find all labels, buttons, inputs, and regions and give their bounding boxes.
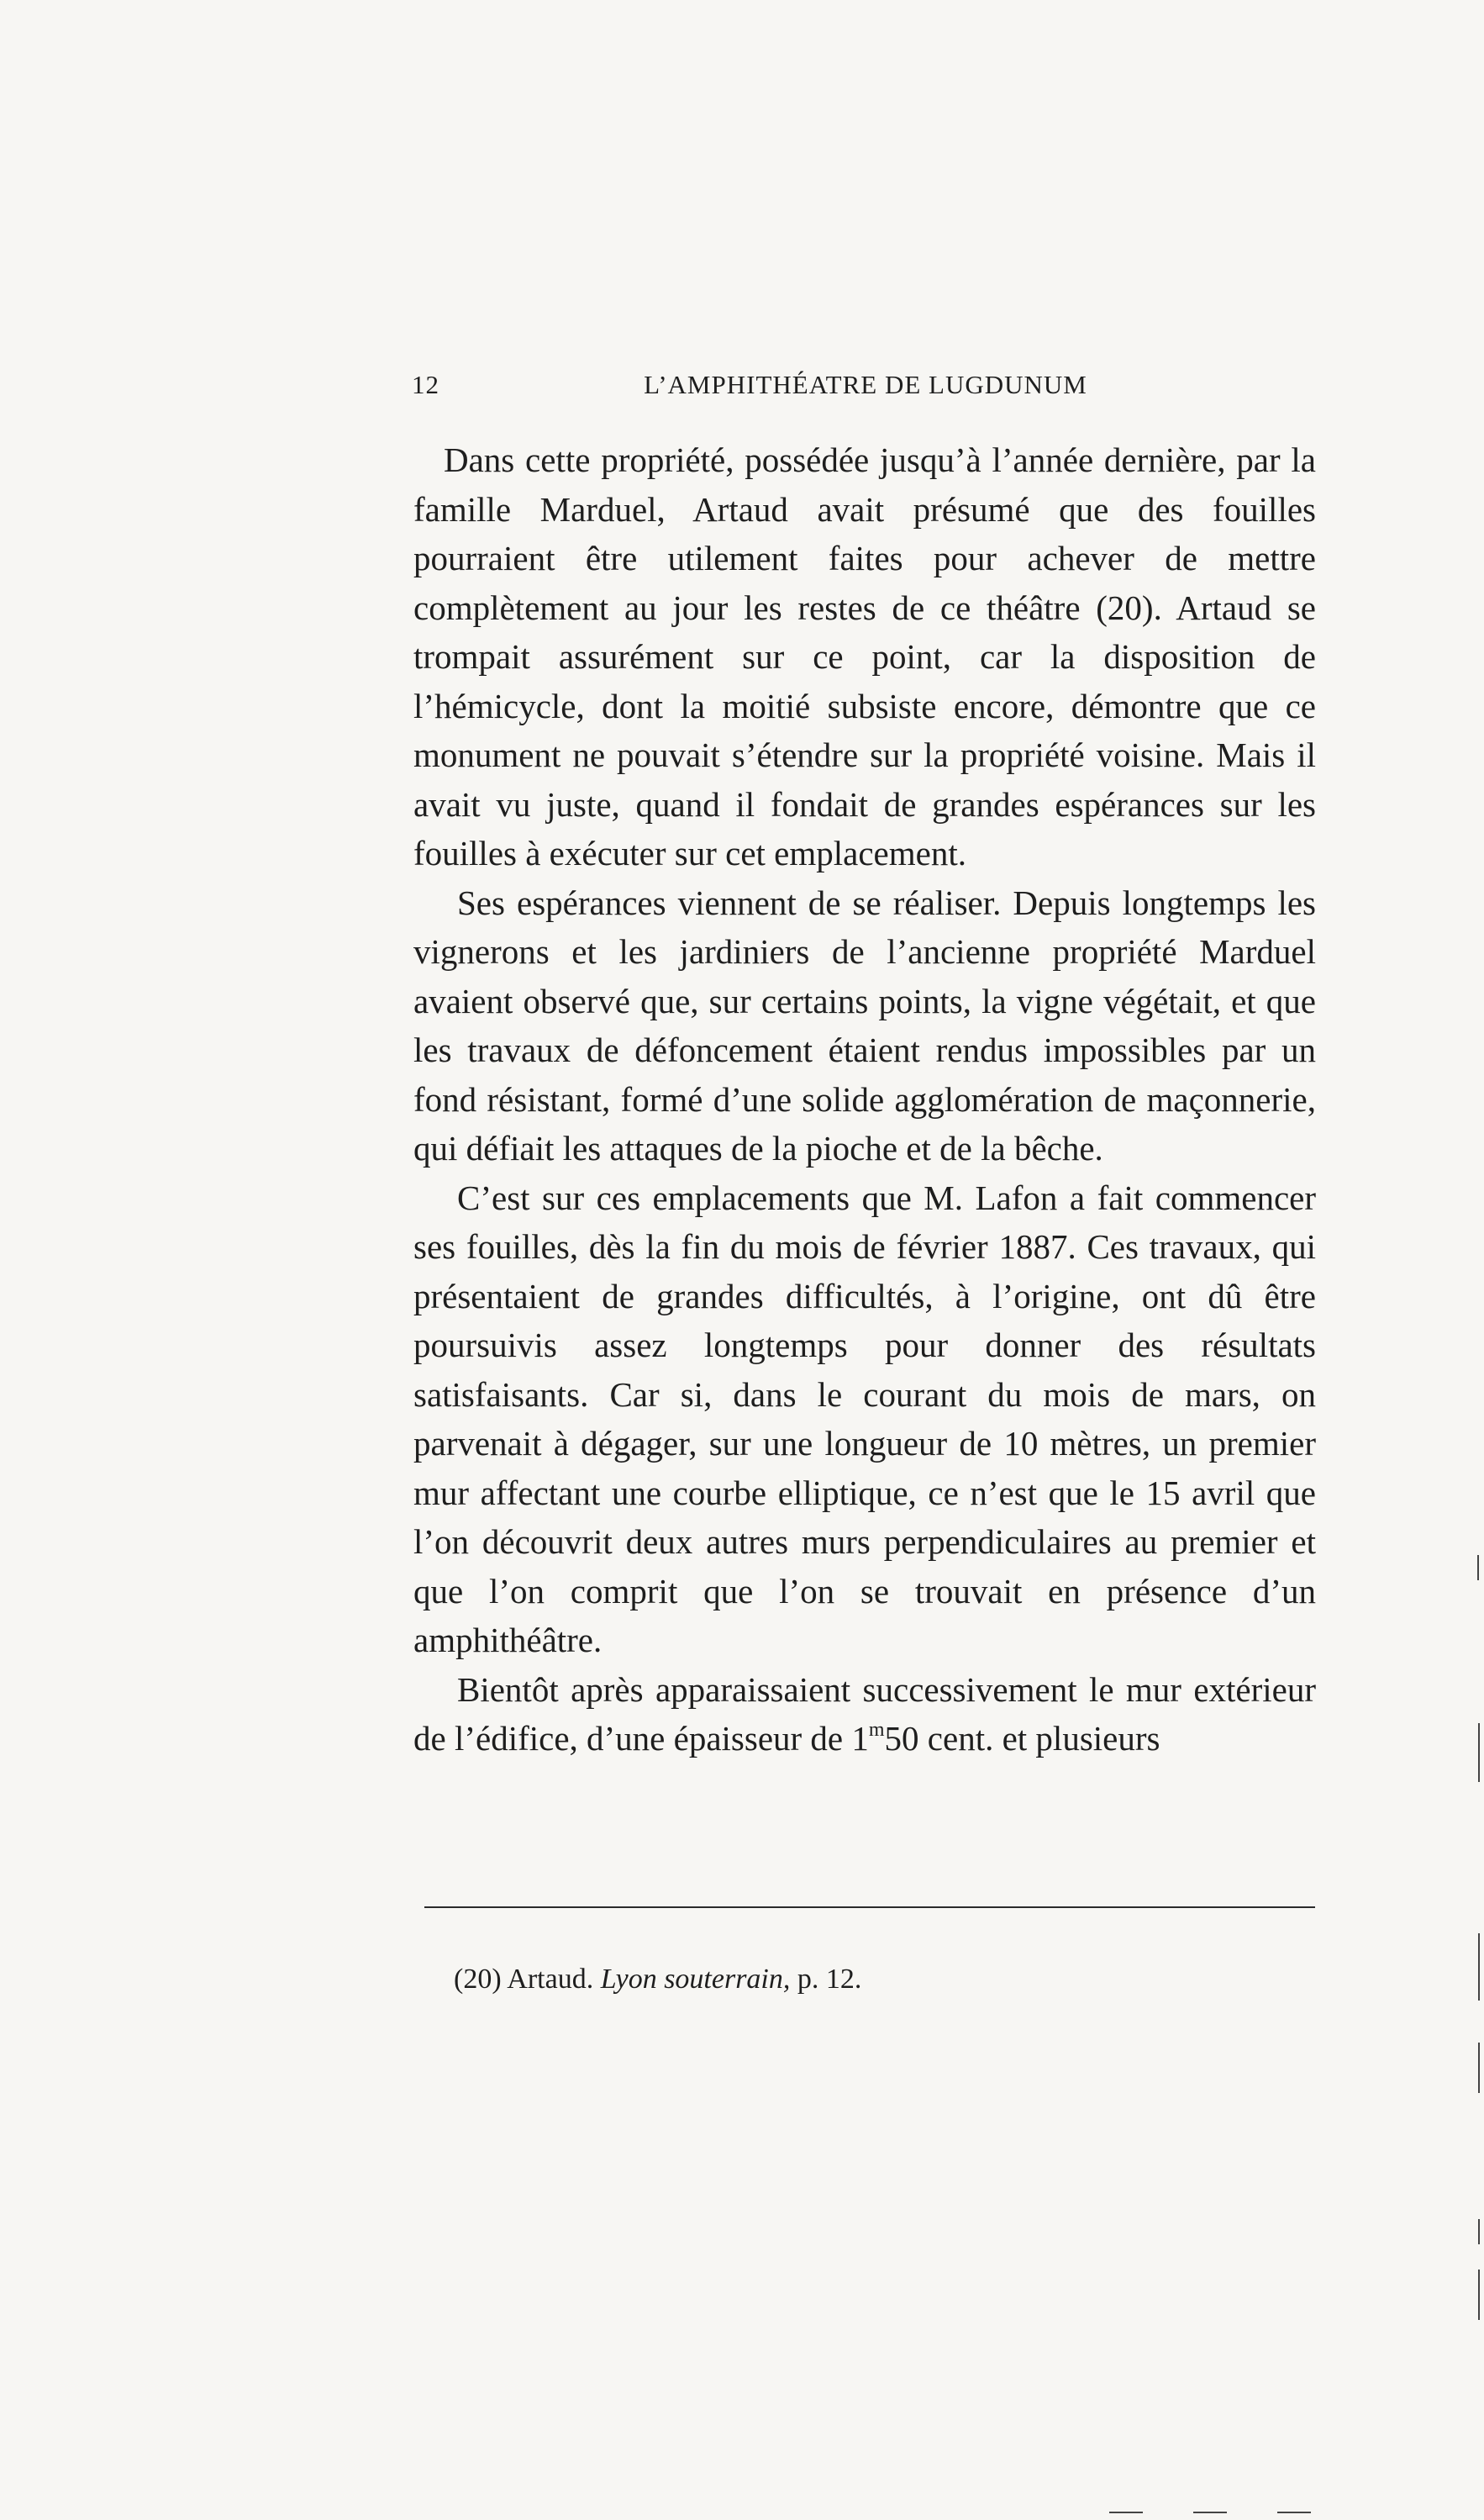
scan-edge-mark xyxy=(1478,1933,1480,2001)
body-text xyxy=(413,435,1316,1763)
paragraph-2: Ses espérances viennent de se réaliser. Depuis longtemps les vignerons et les jardiniers de l’ancienne propriété Marduel avaient observé que, sur certains points, la vigne végétait, et que les travaux de défoncement étaient rendus impossibles par un fond résistant, formé d’une solide agglomération de maçonnerie, qui défiait les attaques de la pioche et de la bêche. xyxy=(413,883,1316,1168)
footnote-author: Artaud. xyxy=(507,1964,594,1995)
paragraph-4-text-after: 50 cent. et plusieurs xyxy=(884,1719,1160,1758)
scan-edge-mark xyxy=(1478,1723,1480,1782)
page-number: 12 xyxy=(412,370,439,399)
footnote-divider xyxy=(424,1906,1315,1908)
paragraph-1: Dans cette propriété, possédée jusqu’à l’année dernière, par la famille Marduel, Artaud avait présumé que des fouilles pourraient être utilement faites pour achever de mettre complètement au jour les restes de ce théâtre (20). Artaud se trompait assurément sur ce point, car la disposition de l’hémicycle, dont la moitié subsiste encore, démontre que ce monument ne pouvait s’étendre sur la propriété voisine. Mais il avait vu juste, quand il fondait de grandes espérances sur les fouilles à exécuter sur cet emplacement. xyxy=(413,440,1316,873)
unit-superscript: m xyxy=(868,1719,885,1742)
paragraph-4-text-before: Bientôt après apparaissaient successivement le mur extérieur de l’édifice, d’une épaisseur de 1 xyxy=(413,1669,1316,1758)
scan-edge-mark xyxy=(1477,1555,1479,1580)
scan-edge-mark xyxy=(1277,2512,1311,2513)
scan-edge-mark xyxy=(1478,2043,1480,2093)
paragraph-3: C’est sur ces emplacements que M. Lafon a fait commencer ses fouilles, dès la fin du mois de février 1887. Ces travaux, qui présentaient de grandes difficultés, à l’origine, ont dû être poursuivis assez longtemps pour donner des résultats satisfaisants. Car si, dans le courant du mois de mars, on parvenait à dégager, sur une longueur de 10 mètres, un premier mur affectant une courbe elliptique, ce n’est que le 15 avril que l’on découvrit deux autres murs perpendiculaires au premier et que l’on comprit que l’on se trouvait en présence d’un amphithéâtre. xyxy=(413,1178,1316,1659)
scan-edge-mark xyxy=(1478,2219,1480,2244)
footnote xyxy=(454,1964,861,1995)
scan-edge-mark xyxy=(1193,2512,1227,2513)
paragraph-4 xyxy=(413,1665,1316,1763)
footnote-page-ref: p. 12. xyxy=(797,1964,862,1995)
page-header xyxy=(412,370,1319,412)
footnote-title: Lyon souterrain, xyxy=(600,1964,791,1995)
scan-edge-mark xyxy=(1109,2512,1143,2513)
running-title: L’AMPHITHÉATRE DE LUGDUNUM xyxy=(644,370,1087,399)
footnote-number: (20) xyxy=(454,1964,502,1995)
scan-edge-mark xyxy=(1478,2270,1480,2320)
